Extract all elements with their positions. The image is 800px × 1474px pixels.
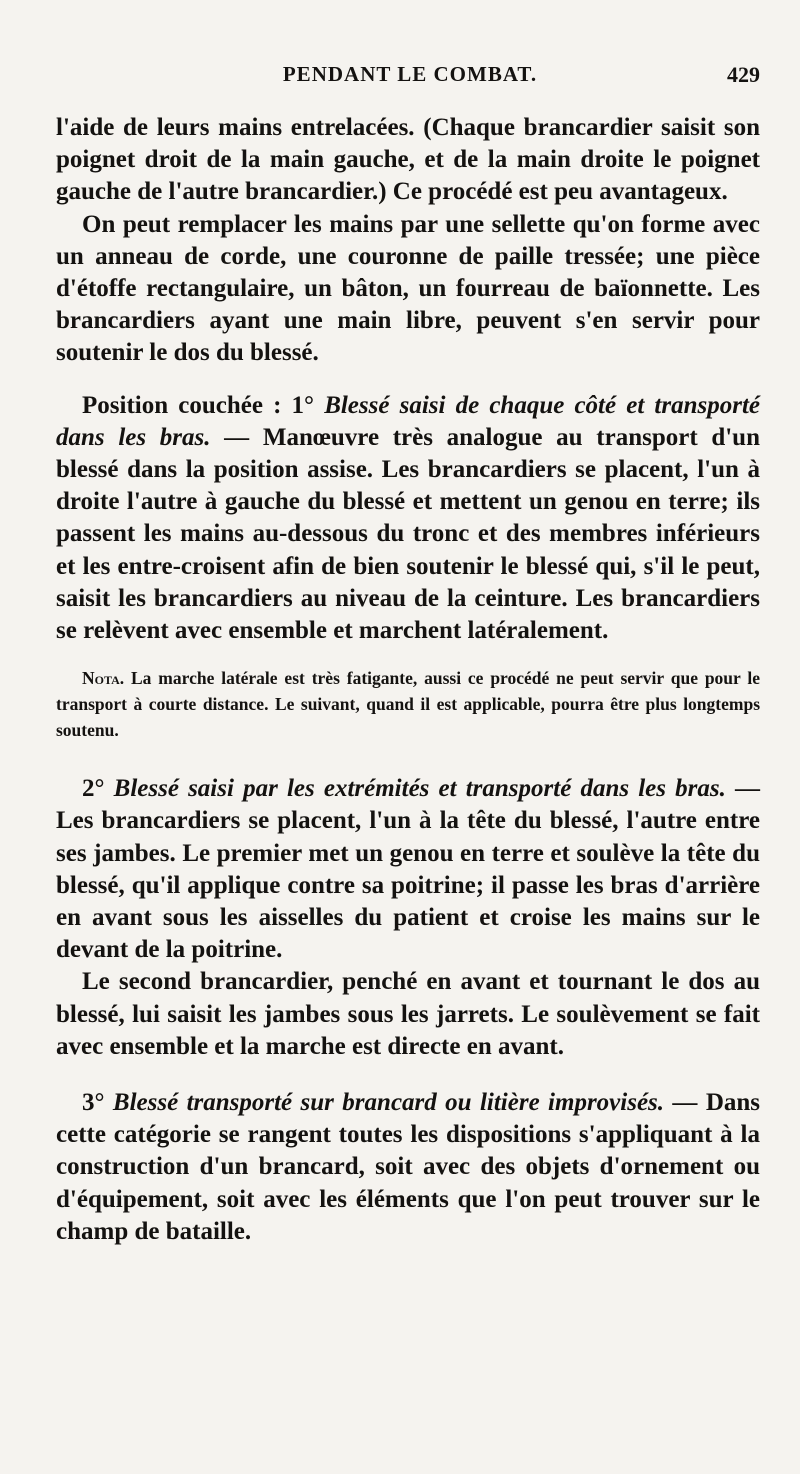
running-head: PENDANT LE COMBAT. [282, 62, 538, 86]
page-header [60, 62, 760, 98]
section-title: Blessé saisi de chaque côté et transporté dans les bras. [56, 391, 760, 451]
nota-note [56, 665, 760, 743]
section-title: Blessé saisi par les extrémités et transporté dans les bras. [113, 775, 726, 803]
paragraph-sellette: On peut remplacer les mains par une sellette qu'on forme avec un anneau de corde, une couronne de paille tressée; une pièce d'étoffe rectangulaire, un bâton, un fourreau de baïonnette. Les brancardiers ayant une main libre, peuvent s'en servir pour soutenir le dos du blessé. [56, 210, 760, 367]
section-body: — Les brancardiers se placent, l'un à la tête du blessé, l'autre entre ses jambes. Le premier met un genou en terre et soulève la tête du blessé, qu'il applique contre sa poitrine; il passe les bras d'arrière en avant sous les aisselles du patient et croise les mains sur le devant de la poitrine. [56, 775, 761, 964]
nota-label: Nota. [82, 668, 125, 689]
paragraph-continuation: l'aide de leurs mains entrelacées. (Chaque brancardier saisit son poignet droit de la main gauche, et de la main droite le poignet gauche de l'autre brancardier.) Ce procédé est peu avantageux. [56, 114, 760, 206]
section-title: Blessé transporté sur brancard ou litière improvisés. [112, 1089, 665, 1117]
section-lead: 2° [82, 775, 114, 803]
body-text [56, 112, 760, 1248]
page-number: 429 [727, 62, 760, 87]
paragraph-second-brancardier: Le second brancardier, penché en avant et tournant le dos au blessé, lui saisit les jambes sous les jarrets. Le soulèvement se fait avec ensemble et la marche est directe en avant. [56, 968, 760, 1060]
section-body: — Dans cette catégorie se rangent toutes les dispositions s'appliquant à la construction d'un brancard, soit avec des objets d'ornement ou d'équipement, soit avec les éléments que l'on peut trouver sur le champ de bataille. [56, 1089, 761, 1245]
section-lead: Position couchée : 1° [82, 391, 325, 419]
section-lead: 3° [82, 1089, 113, 1117]
section-body: — Manœuvre très analogue au transport d'un blessé dans la position assise. Les brancardiers se placent, l'un à droite l'autre à gauche du blessé et mettent un genou en terre; ils passent les mains au-dessous du tronc et des membres inférieurs et les entre-croisent afin de bien soutenir le blessé qui, s'il le peut, saisit les brancardiers au niveau de la ceinture. Les brancardiers se relèvent avec ensemble et marchent latéralement. [56, 423, 760, 645]
nota-body: La marche latérale est très fatigante, aussi ce procédé ne peut servir que pour le transport à courte distance. Le suivant, quand il est applicable, pourra être plus longtemps soutenu. [56, 668, 760, 741]
paragraph-position-couchee [56, 390, 760, 648]
paragraph-extremites [56, 773, 760, 966]
paragraph-brancard-improvise [56, 1087, 760, 1248]
